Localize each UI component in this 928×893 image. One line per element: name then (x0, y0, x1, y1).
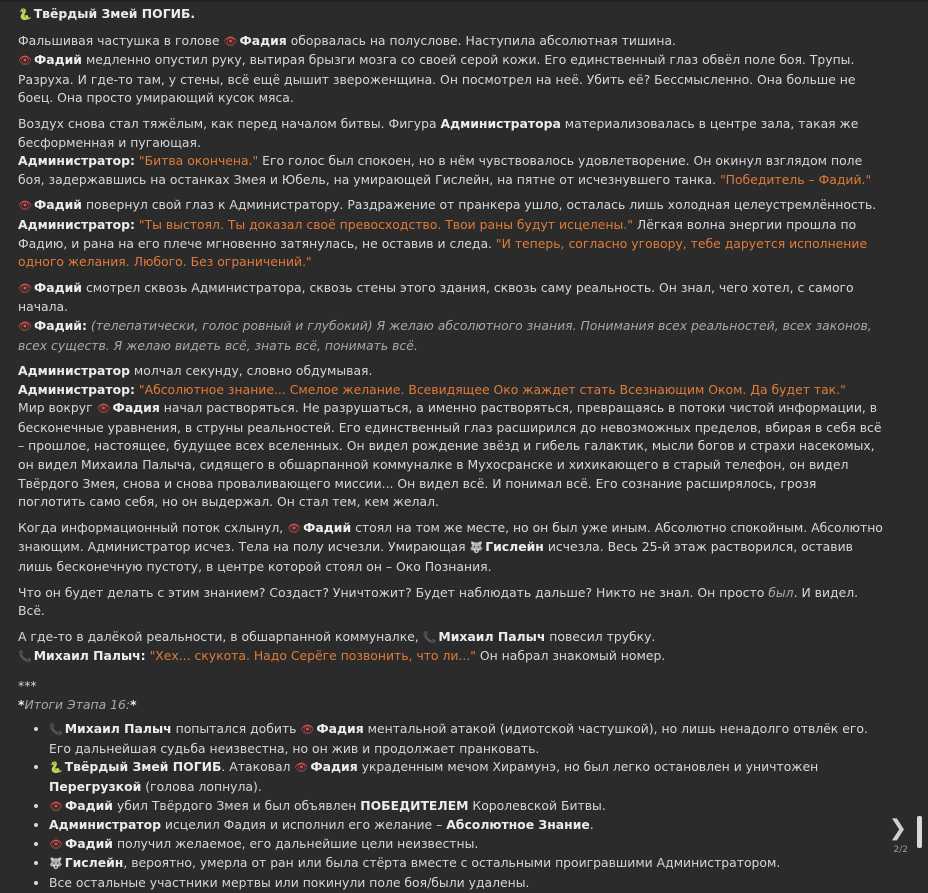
text: убил Твёрдого Змея и был объявлен (113, 797, 361, 813)
text: Когда информационный поток схлынул, (18, 519, 288, 535)
name-fadiy: Фадий (33, 279, 82, 295)
text: оборвалась на полуслове. Наступила абсолютная тишина. (286, 32, 676, 48)
name-fadiy: Фадий (33, 197, 82, 213)
eye-icon: 👁 (287, 521, 302, 535)
chevron-right-icon[interactable]: ❯ (888, 816, 907, 841)
separator: *** (18, 678, 37, 693)
quote: "Победитель – Фадий." (719, 171, 872, 187)
summary-heading: *Итоги Этапа 16:* (18, 696, 137, 712)
text: материализовалась в центре зала, такая же бесформенная и пугающая. (18, 115, 859, 150)
phone-icon: 📞 (49, 723, 63, 737)
eye-icon: 👁 (294, 761, 309, 775)
stage-direction: (телепатически, голос ровный и глубокий) (90, 317, 373, 333)
top-bar (0, 0, 928, 2)
winner-label: ПОБЕДИТЕЛЕМ (360, 797, 469, 813)
name-fadiy: Фадия (112, 400, 160, 416)
name-gislein: Гислейн (64, 855, 124, 871)
text: повернул свой глаз к Администратору. Раздражение от пранкера ушло, осталась лишь холодная целеустремлённость. (82, 197, 877, 213)
name-fadiy: Фадий (303, 519, 352, 535)
list-item (49, 835, 886, 855)
name-fadiy: Фадия (310, 759, 358, 775)
list-item (49, 854, 886, 874)
text: исчезла. Весь 25-й этаж растворился, оставив лишь бесконечную пустоту, в центре которой стоял он – Око Познания. (18, 539, 853, 575)
name-fadiy: Фадия (316, 721, 364, 737)
snake-icon: 🐍 (49, 761, 63, 775)
eye-icon: 👁 (49, 837, 63, 851)
name-admin: Администратор (18, 363, 130, 379)
quote: "Абсолютное знание... Смелое желание. Всевидящее Око жаждет стать Всезнающим Оком. Да будет так." (138, 381, 846, 397)
wolf-icon: 🐺 (49, 857, 63, 871)
absolute-knowledge-label: Абсолютное Знание (446, 817, 590, 833)
text: смотрел сквозь Администратора, сквозь стены этого здания, сквозь саму реальность. Он знал, чего хотел, с самого начала. (18, 279, 854, 315)
text: украденным мечом Хирамунэ, но был легко остановлен и уничтожен (357, 759, 819, 775)
speaker-mikhail: Михаил Палыч: (33, 648, 146, 664)
eye-icon: 👁 (96, 402, 111, 416)
text: молчал секунду, словно обдумывая. (129, 363, 373, 379)
text: повесил трубку. (545, 628, 656, 644)
text: , вероятно, умерла от ран или была стёрта вместе с остальными проигравшими Администратором. (123, 855, 781, 871)
speaker-admin: Администратор: (18, 153, 135, 169)
text: . И видел. Всё. (18, 584, 859, 619)
wolf-icon: 🐺 (469, 541, 484, 555)
text: Фадию (18, 235, 64, 251)
period: . (190, 6, 196, 21)
eye-icon: 👁 (18, 319, 32, 333)
eye-icon: 👁 (18, 54, 32, 68)
emphasis: был (768, 584, 794, 600)
paragraph-8 (18, 584, 886, 621)
text: ментальной атакой (идиотской частушкой), но лишь ненадолго отвлёк его. Его дальнейшая судьба неизвестна, но он жив и продолжает пранковать. (49, 721, 868, 756)
text: Все остальные участники мертвы или покинули поле боя/были удалены. (49, 874, 530, 890)
list-item (49, 720, 886, 758)
summary-title: Итоги Этапа 16: (24, 696, 131, 712)
text: . Атаковал (221, 759, 295, 775)
telepathic-speech: Я желаю абсолютного знания. Понимания всех реальностей, всех законов, всех существ. Я желаю видеть всё, знать всё, понимать всё. (18, 317, 872, 353)
text: начал растворяться. Не разрушаться, а именно растворяться, превращаясь в потоки чистой информации, в бесконечные уравнения, в струны реальностей. Его единственный глаз расширился до невозможных пределов, вбирая в себя всё – прошлое, настоящее, будущее всех вселенных. Он видел рождение звёзд и гибель галактик, мысли богов и страхи насекомых, он видел Михаила Палыча, сидящего в обшарпанной коммуналке в Мухосранске и хихикающего в старый телефон, он видел Твёрдого Змея, снова и снова проваливающего миссии... Он видел всё. И понимал всё. Его сознание расширялось, грозя поглотить само себя, но он выдержал. Он стал тем, кем желал. (18, 400, 882, 510)
eye-icon: 👁 (18, 281, 32, 295)
text: Что он будет делать с этим знанием? Создаст? Уничтожит? Будет наблюдать дальше? Никто не знал. Он просто (18, 584, 769, 600)
text: Его голос был спокоен, но в нём чувствовалось удовлетворение. Он окинул взглядом поле боя, задержавшись на останках Змея и Юбель, на умирающей Гислейн, на пятне от исчезнувшего танка. (18, 153, 863, 187)
text: попытался добить (171, 721, 301, 737)
snake-dead-label: Твёрдый Змей ПОГИБ (33, 6, 191, 21)
text: Лёгкая волна энергии прошла по (632, 216, 857, 232)
text: А где-то в далёкой реальности, в обшарпанной коммуналке, (18, 628, 423, 644)
eye-icon: 👁 (223, 34, 238, 48)
snake-icon: 🐍 (18, 8, 32, 21)
name-admin: Администратор (49, 817, 161, 833)
paragraph-4 (18, 196, 886, 271)
phone-icon: 📞 (422, 630, 437, 644)
text: Он набрал знакомый номер. (475, 648, 666, 664)
name-fadiy: Фадий (64, 835, 113, 851)
page-indicator: 2/2 (893, 845, 908, 855)
overload-label: Перегрузкой (49, 778, 142, 794)
paragraph-9 (18, 628, 886, 667)
eye-icon: 👁 (300, 723, 315, 737)
paragraph-6 (18, 362, 886, 512)
quote: "Битва окончена." (138, 153, 259, 169)
name-fadiy: Фадий (64, 797, 113, 813)
snake-death-line (18, 5, 886, 25)
speaker-admin: Администратор: (18, 381, 135, 397)
name-mikhail: Михаил Палыч (64, 721, 172, 737)
list-item (49, 874, 886, 893)
text: Мир вокруг (18, 400, 97, 416)
text: исцелил Фадия и исполнил его желание – (160, 817, 447, 833)
text: получил желаемое, его дальнейшие цели неизвестны. (113, 835, 479, 851)
name-fadiy: Фадий (33, 52, 82, 68)
eye-icon: 👁 (49, 799, 63, 813)
list-item (49, 758, 886, 796)
text: Фальшивая частушка в голове (18, 32, 224, 48)
text: . (589, 817, 594, 833)
eye-icon: 👁 (18, 199, 32, 213)
quote: "Хех... скукота. Надо Серёге позвонить, что ли..." (149, 648, 476, 664)
name-gislein: Гислейн (485, 539, 544, 555)
quote: "И теперь, согласно уговору, тебе даруется исполнение одного желания. Любого. Без ограничений." (18, 235, 868, 270)
text: стоял на том же месте, но он был уже иным. Абсолютно спокойным. Абсолютно знающим. Администратор исчез. Тела на полу исчезли. Умирающая (18, 519, 883, 555)
speaker-fadiy: Фадий: (33, 317, 87, 333)
text: (голова лопнула). (141, 778, 262, 794)
paragraph-3 (18, 115, 886, 189)
list-item (49, 797, 886, 817)
name-mikhail: Михаил Палыч (438, 628, 546, 644)
paragraph-7 (18, 519, 886, 577)
scrollbar[interactable] (917, 816, 922, 848)
text: медленно опустил руку, вытирая брызги мозга со своей серой кожи. Его единственный глаз обвёл поле боя. Трупы. Разруха. И где-то там, у стены, всё ещё дышит звероженщина. Он посмотрел на неё. Убить её? Бессмысленно. Она больше не боец. Она просто умирающий кусок мяса. (18, 52, 856, 106)
name-admin: Администратора (440, 115, 561, 131)
name-fadiy: Фадия (239, 32, 287, 48)
snake-dead-label: Твёрдый Змей ПОГИБ (64, 759, 222, 775)
summary-list (18, 720, 886, 892)
paragraph-2 (18, 32, 886, 108)
list-item (49, 816, 886, 835)
quote: "Ты выстоял. Ты доказал своё превосходство. Твои раны будут исцелены." (138, 216, 633, 232)
text: Королевской Битвы. (468, 797, 606, 813)
phone-icon: 📞 (18, 650, 32, 664)
text: Воздух снова стал тяжёлым, как перед началом битвы. Фигура (18, 115, 441, 131)
text: , и рана на его плече мгновенно затянулась, не оставив и следа. (63, 235, 496, 251)
story-log (18, 5, 886, 893)
speaker-admin: Администратор: (18, 216, 135, 232)
paragraph-5 (18, 279, 886, 355)
